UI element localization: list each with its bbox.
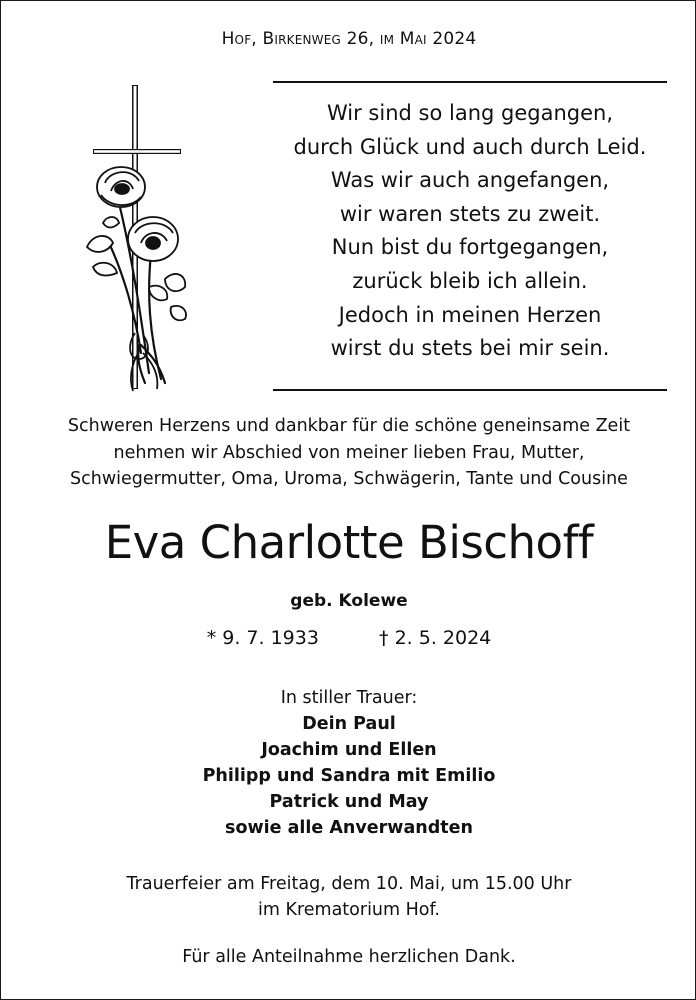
mourner: Dein Paul (302, 714, 396, 734)
life-dates (1, 627, 696, 649)
thanks-note: Für alle Anteilnahme herzlichen Dank. (182, 947, 516, 967)
poem (273, 97, 667, 366)
top-rule (273, 81, 667, 83)
poem-line: zurück bleib ich allein. (352, 268, 588, 293)
birth-name: geb. Kolewe (290, 591, 408, 611)
service-line: Trauerfeier am Freitag, dem 10. Mai, um 15.00 Uhr (126, 874, 572, 894)
poem-line: wirst du stets bei mir sein. (330, 336, 610, 361)
intro-line: Schwiegermutter, Oma, Uroma, Schwägerin, Tante und Cousine (70, 469, 628, 489)
poem-line: Nun bist du fortgegangen, (331, 235, 609, 260)
mourners (1, 685, 696, 841)
deceased-name: Eva Charlotte Bischoff (104, 516, 594, 569)
poem-line: Wir sind so lang gegangen, (326, 101, 613, 125)
poem-line: wir waren stets zu zweit. (339, 201, 601, 226)
intro-line: nehmen wir Abschied von meiner lieben Frau, Mutter, (113, 442, 585, 463)
mourner: sowie alle Anverwandten (225, 818, 473, 838)
bottom-rule (273, 389, 667, 391)
birth-date: * 9. 7. 1933 (206, 627, 319, 649)
death-date: † 2. 5. 2024 (379, 627, 492, 649)
mourners-label: In stiller Trauer: (280, 688, 418, 708)
poem-line: Jedoch in meinen Herzen (338, 302, 602, 327)
service-line: im Krematorium Hof. (258, 900, 440, 920)
cross-with-roses-icon (79, 83, 191, 395)
mourner: Patrick und May (269, 792, 429, 812)
farewell-intro (1, 413, 696, 493)
mourner: Philipp und Sandra mit Emilio (202, 766, 496, 786)
funeral-service-info (1, 871, 696, 923)
intro-line: Schweren Herzens und dankbar für die schöne geneinsame Zeit (67, 416, 631, 436)
poem-line: Was wir auch angefangen, (330, 168, 610, 193)
poem-line: durch Glück und auch durch Leid. (293, 134, 647, 159)
mourner: Joachim und Ellen (261, 740, 437, 760)
place-date-header: Hof, Birkenweg 26, im Mai 2024 (221, 29, 477, 49)
